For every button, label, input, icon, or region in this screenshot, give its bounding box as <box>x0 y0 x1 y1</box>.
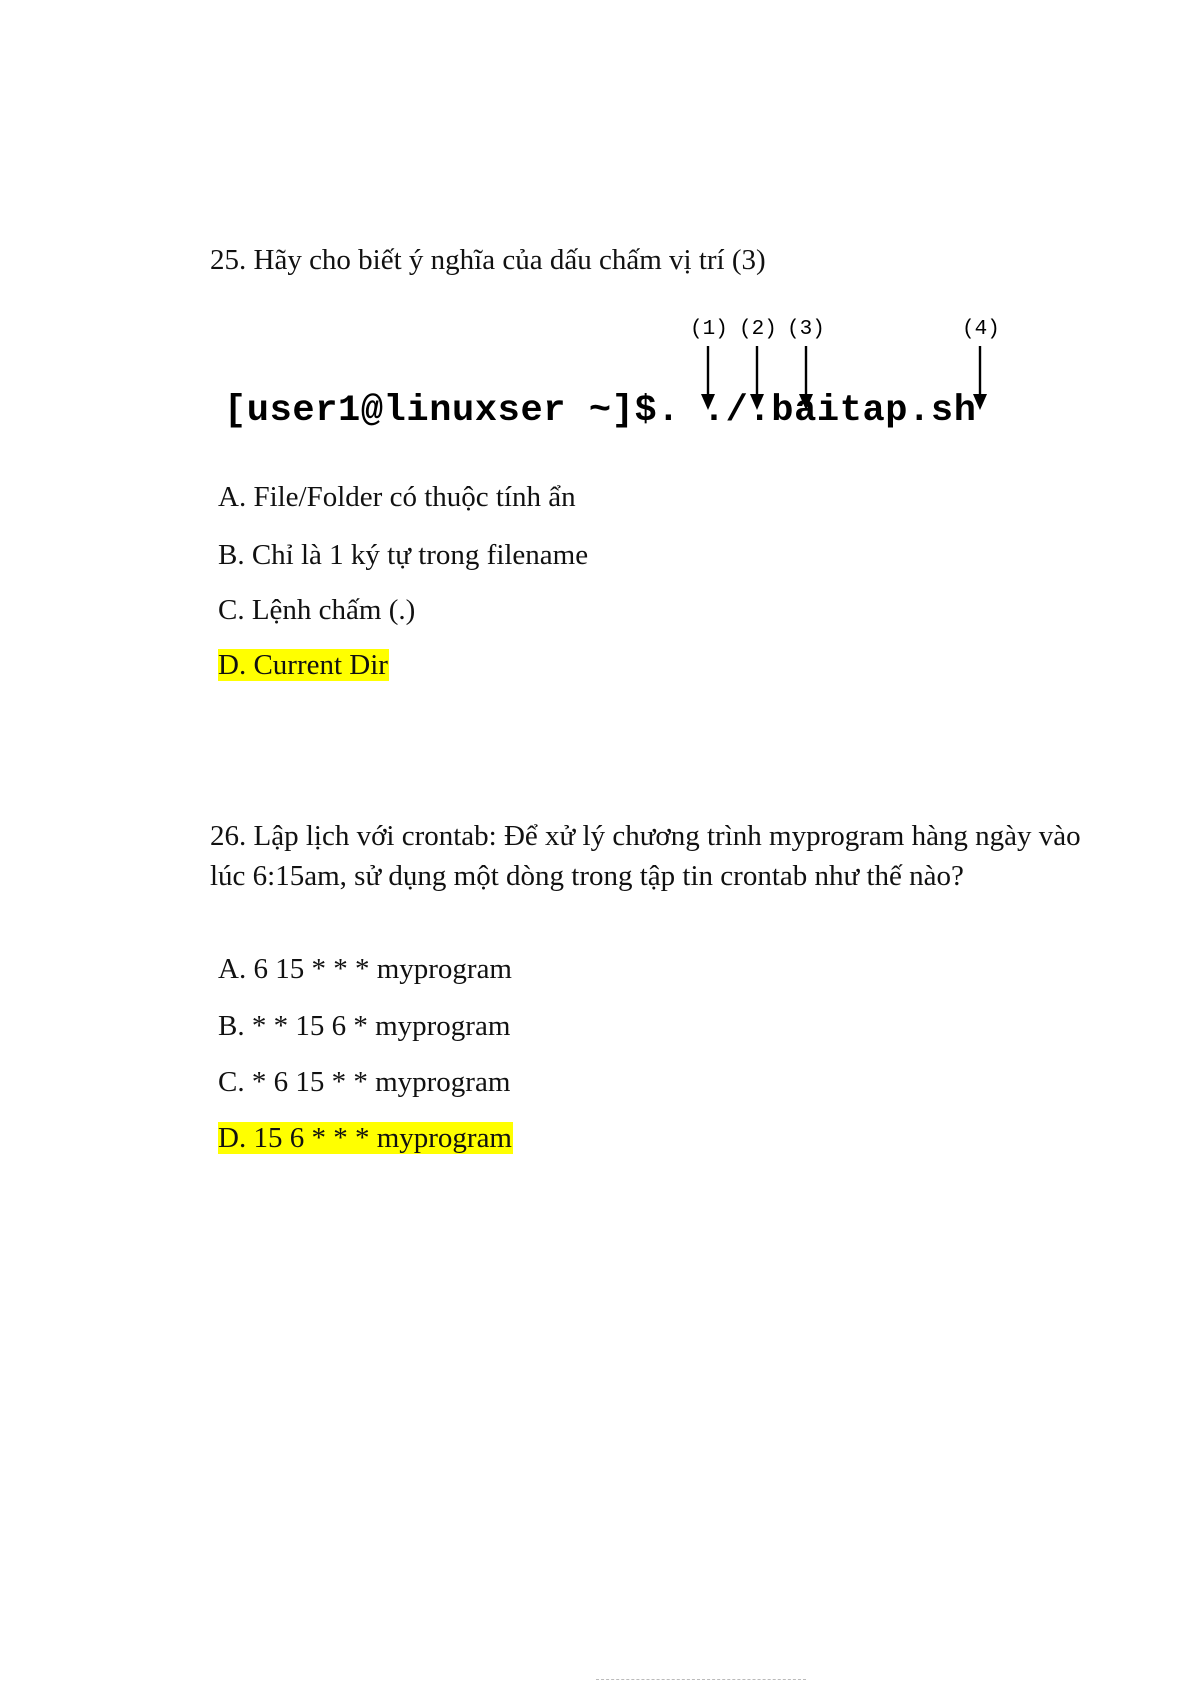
q26-option-b: B. * * 15 6 * myprogram <box>218 1010 511 1042</box>
marker-3: (3) <box>787 318 825 341</box>
marker-2: (2) <box>739 318 777 341</box>
question-25-text: 25. Hãy cho biết ý nghĩa của dấu chấm vị trí (3) <box>210 244 766 276</box>
q25-option-c: C. Lệnh chấm (.) <box>218 594 416 626</box>
command-figure <box>224 318 1064 448</box>
q26-correct-answer-highlight: D. 15 6 * * * myprogram <box>218 1122 512 1154</box>
shell-command: [user1@linuxser ~]$. ./.baitap.sh <box>224 390 977 432</box>
q25-option-a: A. File/Folder có thuộc tính ẩn <box>218 481 576 513</box>
q25-correct-answer-highlight: D. Current Dir <box>218 649 388 681</box>
q26-option-c: C. * 6 15 * * myprogram <box>218 1066 511 1098</box>
q26-option-d <box>218 1120 513 1156</box>
marker-4: (4) <box>962 318 1000 341</box>
q25-option-d <box>218 647 389 683</box>
q26-option-a: A. 6 15 * * * myprogram <box>218 953 512 985</box>
q25-option-b: B. Chỉ là 1 ký tự trong filename <box>218 539 589 571</box>
question-26-text: 26. Lập lịch với crontab: Để xử lý chương trình myprogram hàng ngày vào lúc 6:15am, sử dụng một dòng trong tập tin crontab như thế nào? <box>210 820 1081 892</box>
marker-1: (1) <box>690 318 728 341</box>
bottom-divider <box>596 1679 806 1680</box>
